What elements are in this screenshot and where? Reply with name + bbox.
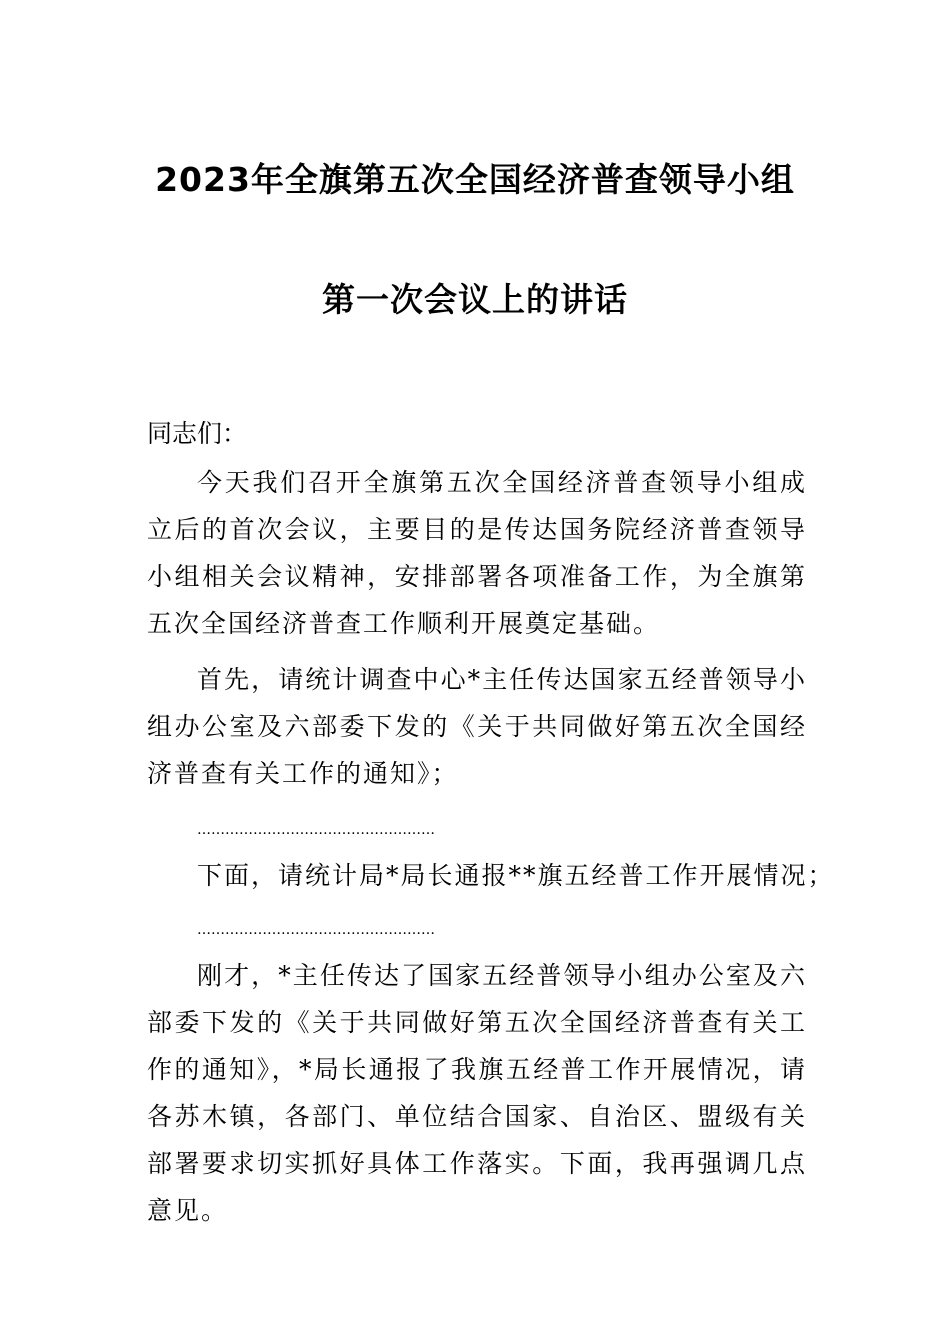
paragraph-opening: 今天我们召开全旗第五次全国经济普查领导小组成立后的首次会议，主要目的是传达国务院经济普查领导小组相关会议精神，安排部署各项准备工作，为全旗第五次全国经济普查工作顺利开展奠定基础。 [147, 468, 807, 638]
salutation: 同志们： [147, 419, 248, 448]
ellipsis-separator-2: …………………………………………… [197, 922, 435, 938]
paragraph-summary: 刚才，*主任传达了国家五经普领导小组办公室及六部委下发的《关于共同做好第五次全国经济普查有关工作的通知》，*局长通报了我旗五经普工作开展情况，请各苏木镇，各部门、单位结合国家、自治区、盟级有关部署要求切实抓好具体工作落实。下面，我再强调几点意见。 [147, 961, 807, 1225]
document-title-line-2: 第一次会议上的讲话 [322, 280, 628, 319]
paragraph-first-agenda: 首先，请统计调查中心*主任传达国家五经普领导小组办公室及六部委下发的《关于共同做好第五次全国经济普查有关工作的通知》； [147, 665, 807, 788]
document-title-line-1: 2023年全旗第五次全国经济普查领导小组 [155, 160, 795, 199]
ellipsis-separator-1: …………………………………………… [197, 822, 435, 838]
paragraph-second-agenda: 下面，请统计局*局长通报**旗五经普工作开展情况； [197, 861, 835, 890]
